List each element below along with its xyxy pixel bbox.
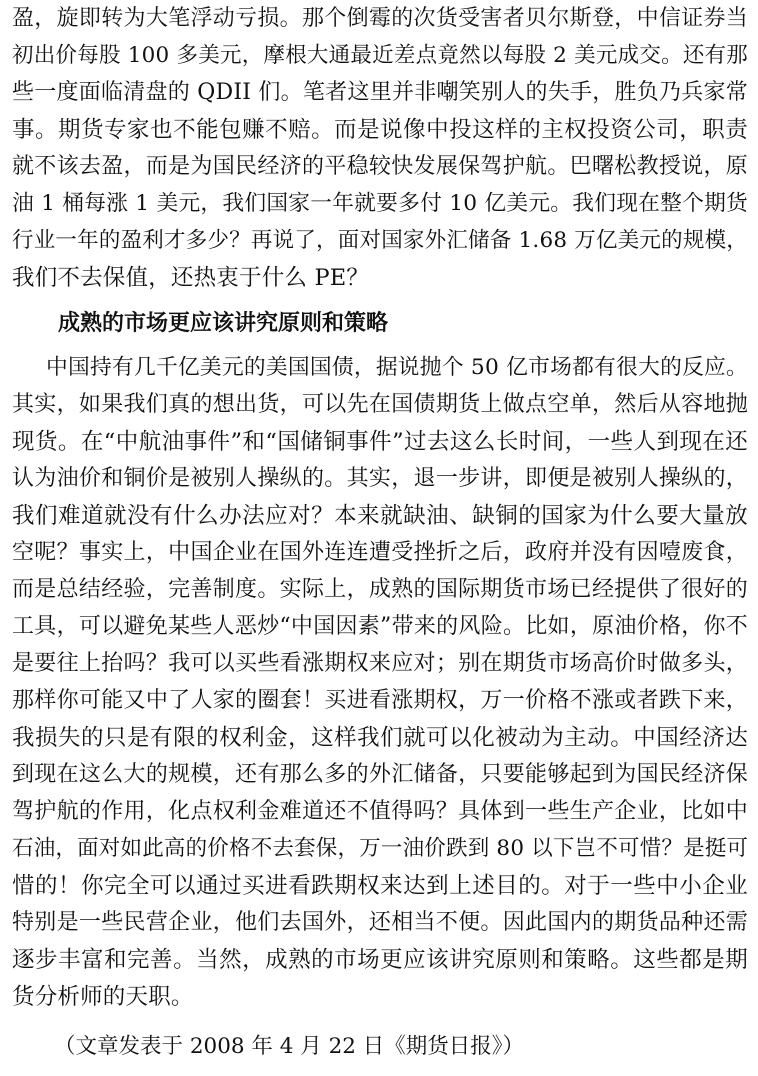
paragraph2-line-4: 认为油价和铜价是被别人操纵的。其实，退一步讲，即便是被别人操纵的， [12, 466, 748, 491]
paragraph1-line-6: 油 1 桶每涨 1 美元，我们国家一年就要多付 10 亿美元。我们现在整个期货 [12, 191, 748, 216]
paragraph2-line-7: 而是总结经验，完善制度。实际上，成熟的国际期货市场已经提供了很好的 [12, 577, 748, 602]
paragraph1-line-7: 行业一年的盈利才多少？再说了，面对国家外汇储备 1.68 万亿美元的规模， [12, 228, 748, 253]
paragraph1-line-3: 些一度面临清盘的 QDII 们。笔者这里并非嘲笑别人的失手，胜负乃兵家常 [12, 80, 748, 105]
paragraph2-line-15: 惜的！你完全可以通过买进看跌期权来达到上述目的。对于一些中小企业 [12, 873, 748, 899]
paragraph2-line-17: 逐步丰富和完善。当然，成熟的市场更应该讲究原则和策略。这些都是期 [12, 947, 748, 973]
paragraph2-line-12: 到现在这么大的规模，还有那么多的外汇储备，只要能够起到为国民经济保 [12, 762, 748, 787]
paragraph2-line-2: 其实，如果我们真的想出货，可以先在国债期货上做点空单，然后从容地抛 [12, 392, 748, 417]
paragraph2-line-8: 工具，可以避免某些人恶炒“中国因素”带来的风险。比如，原油价格，你不 [12, 614, 748, 639]
paragraph2-line-1: 中国持有几千亿美元的美国国债，据说抛个 50 亿市场都有很大的反应。 [46, 355, 748, 380]
paragraph2-line-10: 那样你可能又中了人家的圈套！买进看涨期权，万一价格不涨或者跌下来， [12, 688, 748, 713]
paragraph2-line-6: 空呢？事实上，中国企业在国外连连遭受挫折之后，政府并没有因噎废食， [12, 540, 748, 565]
paragraph2-line-13: 驾护航的作用，化点权利金难道还不值得吗？具体到一些生产企业，比如中 [12, 799, 748, 824]
paragraph2-line-16: 特别是一些民营企业，他们去国外，还相当不便。因此国内的期货品种还需 [12, 910, 748, 935]
paragraph1-line-8: 我们不去保值，还热衷于什么 PE？ [12, 265, 370, 291]
paragraph2-line-3: 现货。在“中航油事件”和“国储铜事件”过去这么长时间，一些人到现在还 [12, 429, 748, 455]
paragraph2-line-18: 货分析师的天职。 [12, 984, 194, 1010]
paragraph2-line-14: 石油，面对如此高的价格不去套保，万一油价跌到 80 以下岂不可惜？是挺可 [12, 836, 748, 861]
paragraph2-line-9: 是要往上抬吗？我可以买些看涨期权来应对；别在期货市场高价时做多头， [12, 651, 748, 676]
publication-note: （文章发表于 2008 年 4 月 22 日《期货日报》） [54, 1034, 525, 1059]
paragraph1-line-5: 就不该去盈，而是为国民经济的平稳较快发展保驾护航。巴曙松教授说，原 [12, 154, 748, 179]
section-heading: 成熟的市场更应该讲究原则和策略 [58, 311, 389, 336]
paragraph1-line-4: 事。期货专家也不能包赚不赔。而是说像中投这样的主权投资公司，职责 [12, 117, 748, 143]
paragraph1-line-2: 初出价每股 100 多美元，摩根大通最近差点竟然以每股 2 美元成交。还有那 [12, 43, 748, 68]
paragraph2-line-11: 我损失的只是有限的权利金，这样我们就可以化被动为主动。中国经济达 [12, 725, 748, 751]
paragraph1-line-1: 盈，旋即转为大笔浮动亏损。那个倒霉的次货受害者贝尔斯登，中信证券当 [12, 6, 748, 31]
paragraph2-line-5: 我们难道就没有什么办法应对？本来就缺油、缺铜的国家为什么要大量放 [12, 503, 748, 529]
